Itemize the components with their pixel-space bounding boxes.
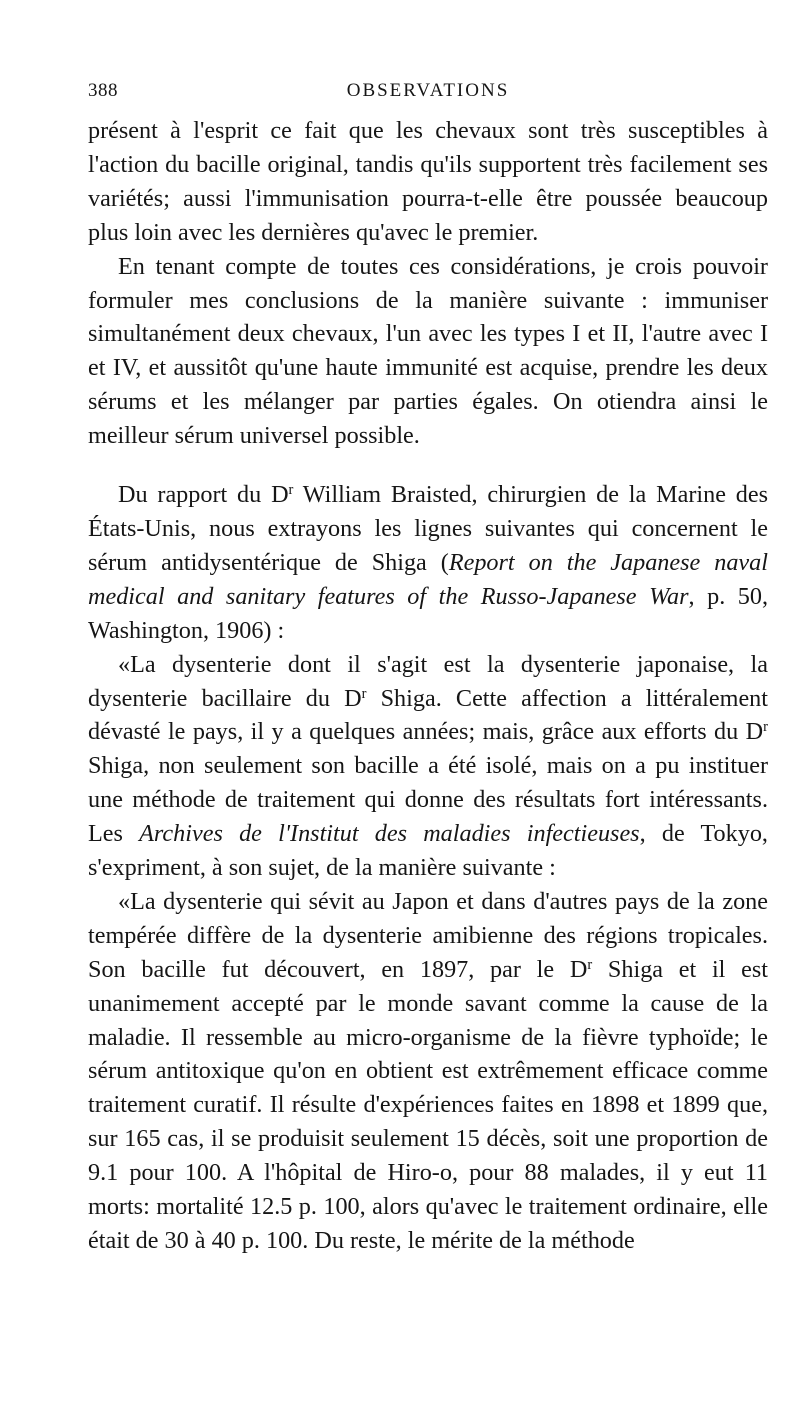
paragraph-braisted-report bbox=[88, 478, 768, 648]
running-title: OBSERVATIONS bbox=[346, 80, 510, 101]
paragraph-conclusions: En tenant compte de toutes ces considérations, je crois pouvoir formuler mes conclusions de la manière suivante : immuniser simultanément deux chevaux, l'un avec les types I et II, l'autre avec I et IV, et aussitôt qu'une haute immunité est acquise, prendre les deux sérums et les mélanger par parties égales. On otiendra ainsi le meilleur sérum universel possible. bbox=[88, 252, 768, 450]
paragraph-continuation: présent à l'esprit ce fait que les chevaux sont très susceptibles à l'action du bacille original, tandis qu'ils supportent très facilement ses variétés; aussi l'immunisation pourra-t-elle être poussée beaucoup plus loin avec les dernières qu'avec le premier. bbox=[88, 117, 768, 246]
page-number: 388 bbox=[88, 80, 118, 101]
superscript-r: r bbox=[763, 719, 768, 736]
body-text bbox=[88, 114, 768, 1258]
text-segment: , p. 50, Washington, 1906) : bbox=[88, 582, 768, 644]
text-segment: William Braisted, chirurgien de la Marine des États-Unis, nous extrayons les lignes suivantes qui concernent le sérum antidysentérique de Shiga ( bbox=[88, 481, 769, 576]
text-segment: Shiga et il est unanimement accepté par le monde savant comme la cause de la maladie. Il ressemble au micro-organisme de la fièvre typhoïde; le sérum antitoxique qu'on en obtient est extrêmement efficace comme traitement curatif. Il résulte d'expériences faites en 1898 et 1899 que, sur 165 cas, il se produisit seulement 15 décès, soit une proportion de 9.1 pour 100. A l'hôpital de Hiro-o, pour 88 malades, il y eut 11 morts: mortalité 12.5 p. 100, alors qu'avec le traitement ordinaire, elle était de 30 à 40 p. 100. Du reste, le mérite de la méthode bbox=[88, 955, 768, 1254]
report-title: Report on the Japanese naval medical and sanitary features of the Russo-Japanese War bbox=[88, 548, 768, 610]
text-segment: Du rapport du D bbox=[118, 481, 289, 509]
superscript-r: r bbox=[361, 685, 367, 702]
paragraph-quote-japan bbox=[88, 885, 768, 1258]
archives-title: Archives de l'Institut des maladies infectieuses bbox=[139, 820, 640, 848]
superscript-r: r bbox=[587, 956, 593, 973]
text-segment: Shiga, non seulement son bacille a été isolé, mais on a pu instituer une méthode de traitement qui donne des résultats fort intéressants. Les bbox=[88, 752, 768, 848]
text-segment: «La dysenterie dont il s'agit est la dysenterie japonaise, la dysenterie bacillaire du D bbox=[88, 650, 768, 712]
text-segment: , de Tokyo, s'expriment, à son sujet, de la manière suivante : bbox=[88, 820, 768, 882]
paragraph-quote-dysentery bbox=[88, 648, 768, 885]
superscript-r: r bbox=[288, 482, 294, 499]
running-head bbox=[88, 80, 768, 110]
text-segment: «La dysenterie qui sévit au Japon et dans d'autres pays de la zone tempérée diffère de la dysenterie amibienne des régions tropicales. Son bacille fut découvert, en 1897, par le D bbox=[88, 887, 768, 983]
text-segment: Shiga. Cette affection a littéralement dévasté le pays, il y a quelques années; mais, grâce aux efforts du D bbox=[88, 684, 768, 746]
